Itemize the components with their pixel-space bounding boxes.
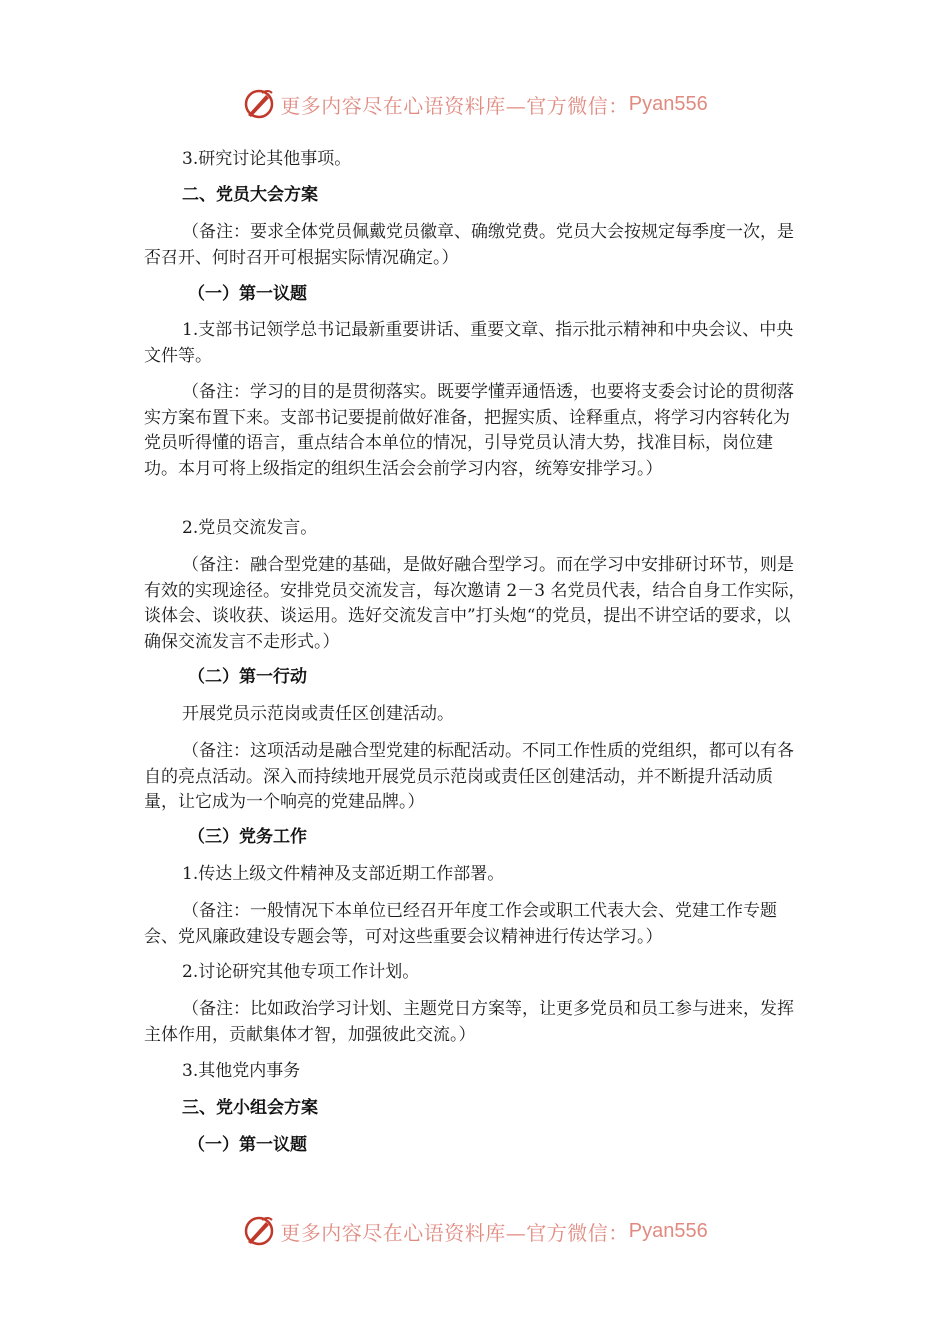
note-5: （备注：一般情况下本单位已经召开年度工作会或职工代表大会、党建工作专题会、党风廉政建设专题会等，可对这些重要会议精神进行传达学习。） xyxy=(144,901,777,947)
note-4: （备注：这项活动是融合型党建的标配活动。不同工作性质的党组织，都可以有各自的亮点活动。深入而持续地开展党员示范岗或责任区创建活动，并不断提升活动质量，让它成为一个响亮的党建品牌。） xyxy=(144,741,794,812)
work-1: 1.传达上级文件精神及支部近期工作部署。 xyxy=(182,864,505,884)
note-2: （备注：学习的目的是贯彻落实。既要学懂弄通悟透，也要将支委会讨论的贯彻落实方案布置下来。支部书记要提前做好准备，把握实质、诠释重点，将学习内容转化为党员听得懂的语言，重点结合本单位的情况，引导党员认清大势，找准目标，岗位建功。本月可将上级指定的组织生活会会前学习内容，统筹安排学习。） xyxy=(144,382,794,479)
footer-watermark xyxy=(0,1211,950,1251)
note-6: （备注：比如政治学习计划、主题党日方案等，让更多党员和员工参与进来，发挥主体作用，贡献集体才智，加强彼此交流。） xyxy=(144,999,794,1045)
work-3: 3.其他党内事务 xyxy=(182,1061,301,1081)
watermark-id: Pyan556 xyxy=(628,92,708,115)
item-2: 2.党员交流发言。 xyxy=(182,518,318,538)
action-text: 开展党员示范岗或责任区创建活动。 xyxy=(182,704,454,724)
subsection-3-heading: （三）党务工作 xyxy=(188,827,307,847)
work-2: 2.讨论研究其他专项工作计划。 xyxy=(182,962,420,982)
note-1: （备注：要求全体党员佩戴党员徽章、确缴党费。党员大会按规定每季度一次，是否召开、何时召开可根据实际情况确定。） xyxy=(144,222,794,268)
section-2-heading: 二、党员大会方案 xyxy=(182,185,318,205)
watermark-text: 更多内容尽在心语资料库—官方微信： xyxy=(280,1220,629,1245)
watermark-text: 更多内容尽在心语资料库—官方微信： xyxy=(280,93,629,118)
subsection-4-heading: （一）第一议题 xyxy=(188,1135,307,1155)
pen-logo-icon xyxy=(242,1214,276,1248)
item-1: 1.支部书记领学总书记最新重要讲话、重要文章、指示批示精神和中央会议、中央文件等。 xyxy=(144,320,794,366)
item-3-top: 3.研究讨论其他事项。 xyxy=(182,149,352,169)
pen-logo-icon xyxy=(242,87,276,121)
section-3-heading: 三、党小组会方案 xyxy=(182,1098,318,1118)
header-watermark xyxy=(0,84,950,124)
subsection-2-heading: （二）第一行动 xyxy=(188,667,307,687)
note-3: （备注：融合型党建的基础，是做好融合型学习。而在学习中安排研讨环节，则是有效的实现途径。安排党员交流发言，每次邀请 2－3 名党员代表，结合自身工作实际，谈体会、谈收获、谈运用。选好交流发言中”打头炮“的党员，提出不讲空话的要求，以确保交流发言不走形式。） xyxy=(144,555,806,652)
watermark-id: Pyan556 xyxy=(628,1219,708,1242)
subsection-1-heading: （一）第一议题 xyxy=(188,284,307,304)
